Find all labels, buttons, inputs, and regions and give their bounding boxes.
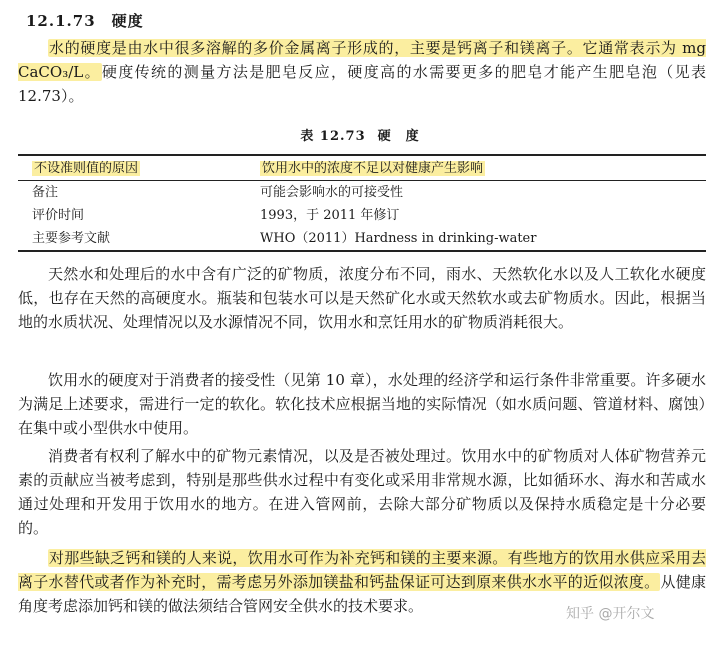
intro-highlighted-text: 水的硬度是由水中很多溶解的多价金属离子形成的，主要是钙离子和镁离子。它通常表示为 mg CaCO₃/L。 <box>18 39 706 81</box>
table-row <box>18 157 706 180</box>
table-cell-value: WHO（2011）Hardness in drinking-water <box>260 231 537 246</box>
table-cell-key: 备注 <box>32 185 59 200</box>
table-cell-value: 1993，于 2011 年修订 <box>260 208 400 223</box>
intro-paragraph <box>18 36 706 108</box>
intro-rest-text: 硬度传统的测量方法是肥皂反应，硬度高的水需要更多的肥皂才能产生肥皂泡（见表 12.73）。 <box>18 63 706 105</box>
table-title: 硬 度 <box>377 129 420 144</box>
table-caption <box>0 125 720 144</box>
body-paragraph-2: 饮用水的硬度对于消费者的接受性（见第 10 章），水处理的经济学和运行条件非常重要。许多硬水为满足上述要求，需进行一定的软化。软化技术应根据当地的实际情况（如水质问题、管道材料、腐蚀）在集中或小型供水中使用。 <box>18 371 706 437</box>
table-number: 表 12.73 <box>300 129 366 144</box>
table-cell-value: 饮用水中的浓度不足以对健康产生影响 <box>262 161 484 176</box>
p4-rest-text: 从健康角度考虑添加钙和镁的做法须结合管网安全供水的技术要求。 <box>18 573 706 615</box>
table-bottom-rule <box>18 250 706 252</box>
section-heading <box>26 10 144 31</box>
table-row <box>18 181 706 204</box>
table-cell-value: 可能会影响水的可接受性 <box>260 185 404 200</box>
table-cell-key: 主要参考文献 <box>32 231 111 246</box>
watermark: 知乎 @开尔文 <box>566 606 655 622</box>
section-number: 12.1.73 <box>26 12 96 30</box>
body-paragraph-1: 天然水和处理后的水中含有广泛的矿物质，浓度分布不同，雨水、天然软化水以及人工软化水硬度低，也存在天然的高硬度水。瓶装和包装水可以是天然矿化水或天然软水或去矿物质水。因此，根据当地的水质状况、处理情况以及水源情况不同，饮用水和烹饪用水的矿物质消耗很大。 <box>18 265 706 331</box>
table-cell-key: 不设准则值的原因 <box>34 161 139 176</box>
table-row <box>18 204 706 227</box>
hardness-table <box>18 157 706 250</box>
table-row <box>18 227 706 250</box>
section-title: 硬度 <box>111 12 144 30</box>
table-top-rule <box>18 154 706 156</box>
table-cell-key: 评价时间 <box>32 208 85 223</box>
body-paragraph-3: 消费者有权利了解水中的矿物元素情况，以及是否被处理过。饮用水中的矿物质对人体矿物营养元素的贡献应当被考虑到，特别是那些供水过程中有变化或采用非常规水源，比如循环水、海水和苦咸水通过处理和开发用于饮用水的地方。在进入管网前，去除大部分矿物质以及保持水质稳定是十分必要的。 <box>18 447 706 537</box>
p4-highlighted-text: 对那些缺乏钙和镁的人来说，饮用水可作为补充钙和镁的主要来源。有些地方的饮用水供应采用去离子水替代或者作为补充时，需考虑另外添加镁盐和钙盐保证可达到原来供水水平的近似浓度。 <box>18 549 706 591</box>
